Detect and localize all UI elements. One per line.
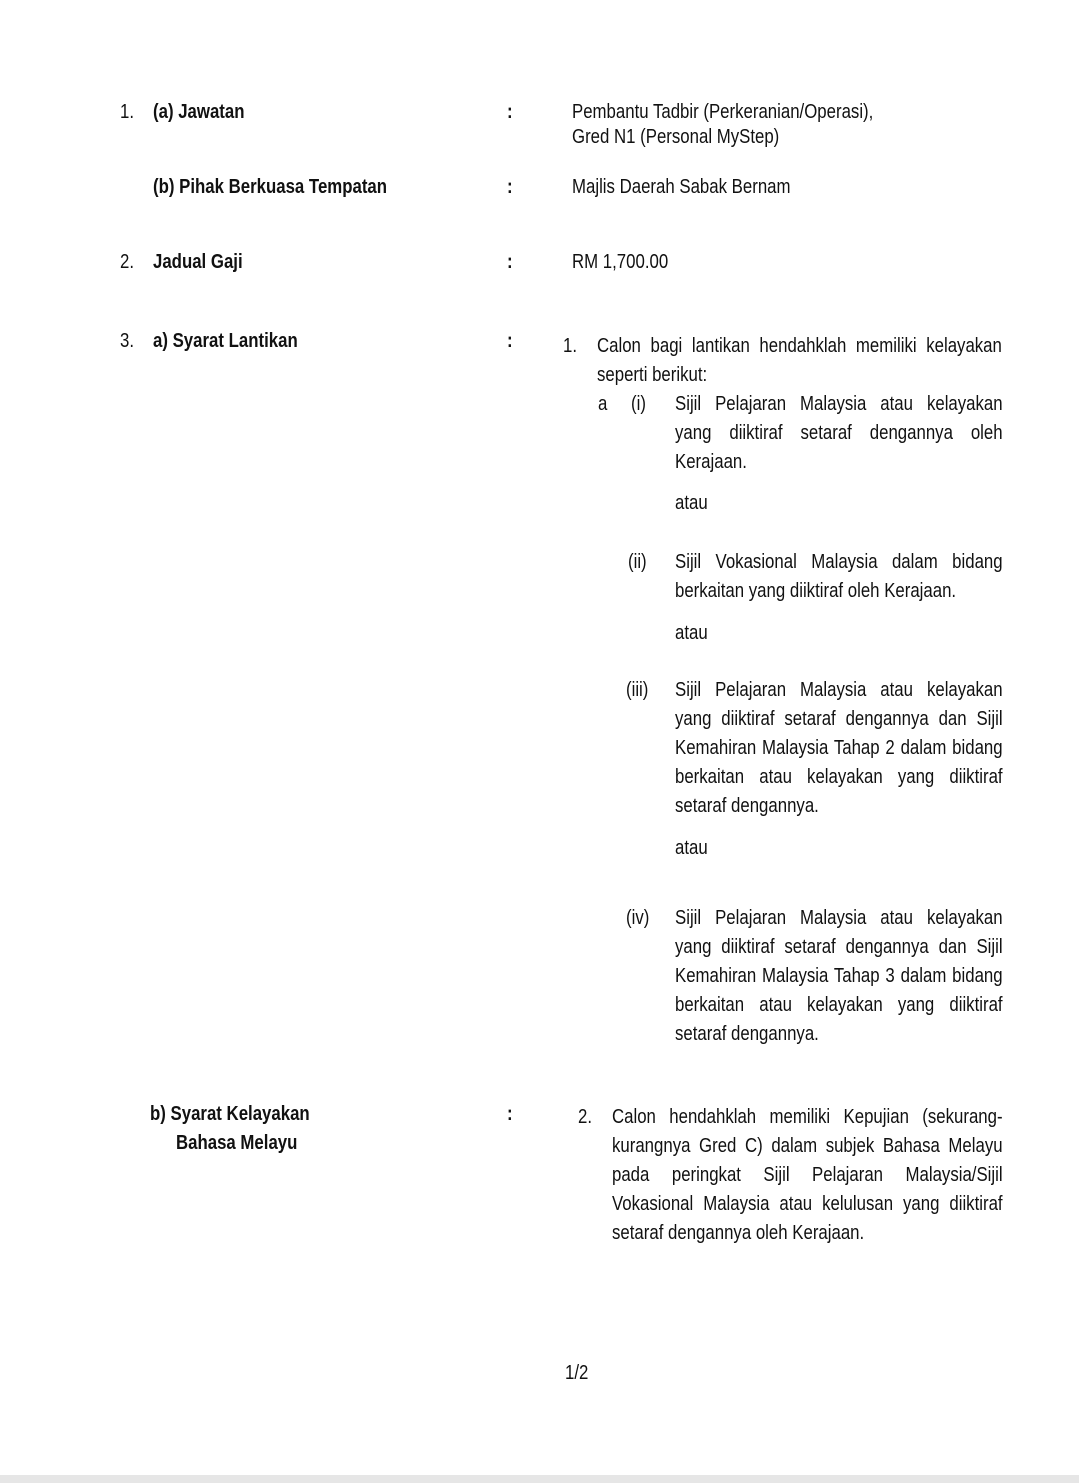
option-number: (ii) (628, 551, 647, 573)
option-number: (i) (631, 393, 646, 415)
option-text: Sijil Pelajaran Malaysia atau kelayakan yang diiktiraf setaraf dengannya dan Sijil Kemahiran Malaysia Tahap 2 dalam bidang berkaitan atau kelayakan yang diiktiraf setaraf dengannya. (675, 679, 1003, 817)
item-number-3: 3. (120, 330, 135, 352)
or-text: atau (675, 622, 708, 644)
label-pbt: (b) Pihak Berkuasa Tempatan (153, 176, 388, 198)
value-jawatan-line1: Pembantu Tadbir (Perkeranian/Operasi), (572, 101, 874, 123)
page-number: 1/2 (565, 1362, 589, 1384)
label-jawatan: (a) Jawatan (153, 101, 245, 123)
option-text: Sijil Vokasional Malaysia dalam bidang berkaitan yang diiktiraf oleh Kerajaan. (675, 551, 1003, 602)
label-bahasa-melayu: Bahasa Melayu (176, 1132, 298, 1154)
option-text: Sijil Pelajaran Malaysia atau kelayakan yang diiktiraf setaraf dengannya oleh Kerajaan. (675, 393, 1003, 473)
option-number: (iii) (626, 679, 649, 701)
label-syarat-lantikan: a) Syarat Lantikan (153, 330, 298, 352)
option-number: (iv) (626, 907, 650, 929)
value-pbt: Majlis Daerah Sabak Bernam (572, 176, 791, 198)
item-number-2: 2. (120, 251, 135, 273)
bahasa-text: Calon hendahklah memiliki Kepujian (sekurang-kurangnya Gred C) dalam subjek Bahasa Melayu pada peringkat Sijil Pelajaran Malaysia/Sijil Vokasional Malaysia atau kelulusan yang diiktiraf setaraf dengannya oleh Kerajaan. (612, 1106, 1003, 1244)
label-jadual-gaji: Jadual Gaji (153, 251, 243, 273)
lantikan-intro: Calon bagi lantikan hendahklah memiliki kelayakan seperti berikut: (597, 335, 1002, 386)
lantikan-sub-letter: a (598, 393, 608, 415)
item-number-1: 1. (120, 101, 135, 123)
value-jadual-gaji: RM 1,700.00 (572, 251, 669, 273)
bottom-bar (0, 1475, 1079, 1483)
option-text: Sijil Pelajaran Malaysia atau kelayakan yang diiktiraf setaraf dengannya dan Sijil Kemahiran Malaysia Tahap 3 dalam bidang berkaitan atau kelayakan yang diiktiraf setaraf dengannya. (675, 907, 1003, 1045)
label-syarat-kelayakan: b) Syarat Kelayakan (150, 1103, 310, 1125)
lantikan-number: 1. (563, 335, 578, 357)
colon: : (507, 176, 513, 198)
or-text: atau (675, 492, 708, 514)
colon: : (507, 330, 513, 352)
colon: : (507, 251, 513, 273)
or-text: atau (675, 837, 708, 859)
bahasa-number: 2. (578, 1106, 593, 1128)
colon: : (507, 101, 513, 123)
colon: : (507, 1103, 513, 1125)
value-jawatan-line2: Gred N1 (Personal MyStep) (572, 126, 780, 148)
